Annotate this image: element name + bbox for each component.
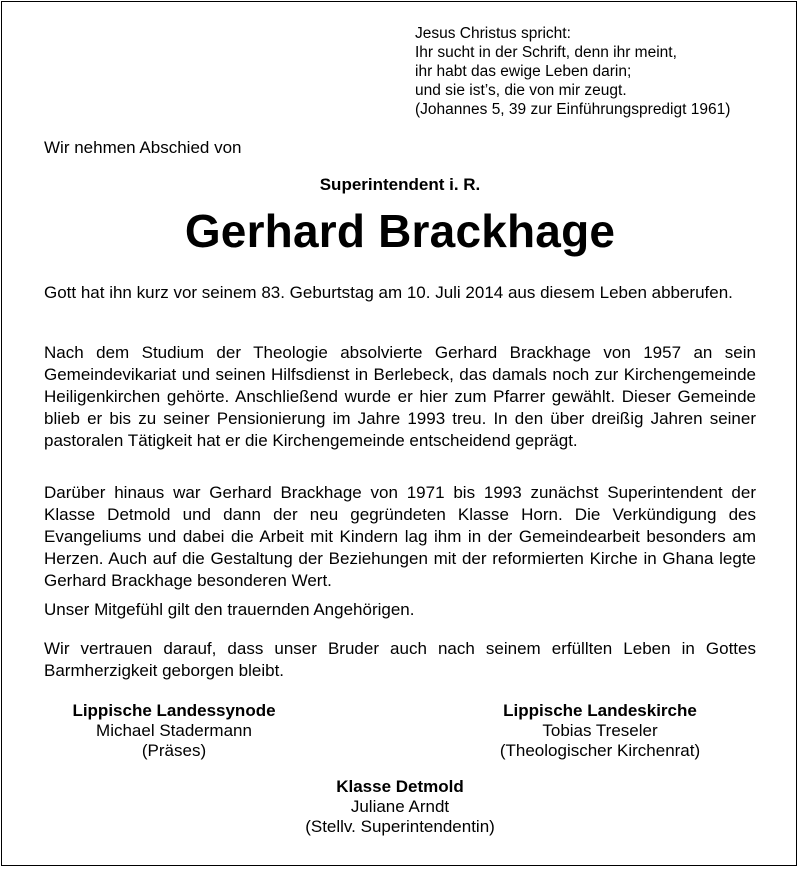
paragraph: Nach dem Studium der Theologie absolvierte Gerhard Brackhage von 1957 an sein Gemeindevikariat und seinen Hilfsdienst in Berlebeck, das damals noch zur Kirchengemeinde Heiligenkirchen gehörte. Anschließend wurde er hier zum Pfarrer gewählt. Dieser Gemeinde blieb er bis zu seiner Pensionierung im Jahre 1993 treu. In den über dreißig Jahren seiner pastoralen Tätigkeit hat er die Kirchengemeinde entscheidend geprägt. xyxy=(44,343,756,450)
paragraph: Wir vertrauen darauf, dass unser Bruder auch nach seinem erfüllten Leben in Gottes Barmherzigkeit geborgen bleibt. xyxy=(44,639,756,680)
motto-line: Ihr sucht in der Schrift, denn ihr meint, xyxy=(415,44,677,61)
paragraph: Gott hat ihn kurz vor seinem 83. Geburtstag am 10. Juli 2014 aus diesem Leben abberufen. xyxy=(44,283,733,302)
signature-role: (Theologischer Kirchenrat) xyxy=(499,741,701,760)
signature-role: (Stellv. Superintendentin) xyxy=(305,817,495,836)
deceased-name: Gerhard Brackhage xyxy=(184,205,616,257)
motto-line: und sie ist’s, die von mir zeugt. xyxy=(415,82,627,99)
bible-verse-motto xyxy=(415,24,730,119)
signature-landessynode xyxy=(44,701,304,761)
signature-person: Juliane Arndt xyxy=(350,797,450,816)
signature-person: Tobias Treseler xyxy=(542,721,658,740)
motto-line: ihr habt das ewige Leben darin; xyxy=(415,63,632,80)
signature-person: Michael Stadermann xyxy=(96,721,252,740)
signature-org: Lippische Landeskirche xyxy=(503,701,697,720)
paragraph: Darüber hinaus war Gerhard Brackhage von 1971 bis 1993 zunächst Superintendent der Klasse Detmold und dann der neu gegründeten Klasse Horn. Die Verkündigung des Evangeliums und dabei die Arbeit mit Kindern lag ihm in der Gemeindearbeit besonders am Herzen. Auch auf die Gestaltung der Beziehungen mit der reformierten Kirche in Ghana legte Gerhard Brackhage besonderen Wert. xyxy=(44,483,756,590)
paragraph: Unser Mitgefühl gilt den trauernden Angehörigen. xyxy=(44,600,415,619)
signature-role: (Präses) xyxy=(141,741,207,760)
signature-klasse-detmold xyxy=(0,777,800,837)
motto-line: Jesus Christus spricht: xyxy=(415,25,571,42)
intro-text: Wir nehmen Abschied von xyxy=(44,138,242,157)
signature-org: Lippische Landessynode xyxy=(72,701,276,720)
signature-landeskirche xyxy=(430,701,770,761)
deceased-title: Superintendent i. R. xyxy=(319,175,481,194)
signature-org: Klasse Detmold xyxy=(336,777,464,796)
motto-line: (Johannes 5, 39 zur Einführungspredigt 1961) xyxy=(415,101,731,118)
